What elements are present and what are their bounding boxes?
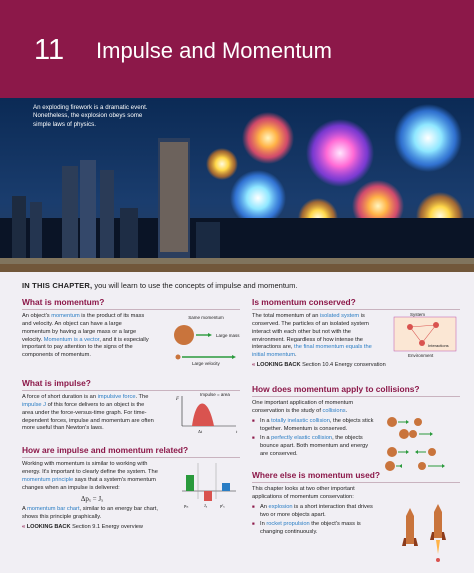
bullet-explosion: ■ An explosion is a short interaction that drives two or more objects apart. [252,504,376,520]
section-heading: How does momentum apply to collisions? [252,384,460,397]
momentum-principle-equation: Δpₓ = Jₓ [80,495,104,504]
fig-label-system: System [410,312,426,317]
fig-label-t: t [236,429,238,434]
momentum-bar-chart [178,461,238,509]
intro-text: you will learn to use the concepts of impulse and momentum. [92,281,298,290]
section-impulse [22,378,240,433]
fig-label-dt: Δt [198,429,203,434]
chapter-title: Impulse and Momentum [96,38,332,63]
fig-label-large-velocity: Large velocity [192,361,220,366]
looking-back-link[interactable]: « LOOKING BACK Section 9.1 Energy overview [22,524,143,531]
fig-label-large-mass: Large mass [216,333,240,338]
impulse-figure [174,390,242,438]
bar-label-pf: pᶠₓ [220,503,225,508]
bullet-rocket: ■ In rocket propulsion the object's mass is changing continuously. [252,521,376,537]
bullet-elastic: ■ In a perfectly elastic collision, the objects bounce apart. Both momentum and energy are conserved. [252,435,376,459]
momentum-figure [172,313,240,367]
section-body-2: A momentum bar chart, similar to an energy bar chart, shows this principle graphically. [22,506,158,521]
section-heading: Is momentum conserved? [252,297,460,310]
bar-label-j: Jₓ [204,503,208,508]
section-conserved [252,297,460,368]
section-body: Working with momentum is similar to working with energy. It's important to clearly define the system. The momentum principle says that a system's momentum changes when an impulse is delivered: [22,461,158,491]
photo-caption: An exploding firework is a dramatic event. Nonetheless, the explosion obeys some simple laws of physics. [33,104,148,128]
section-heading: What is momentum? [22,297,240,310]
section-elsewhere [252,470,460,537]
section-collisions [252,384,460,459]
chapter-header [0,0,474,98]
fig-label-same: Same momentum [188,315,224,320]
section-body: One important application of momentum conservation is the study of collisions. [252,400,354,414]
fig-label-impulse: Impulse = area [200,392,230,397]
chapter-intro [22,281,297,290]
bar-label-pi: pᵢₓ [184,503,189,508]
section-heading: Where else is momentum used? [252,470,460,483]
looking-back-link[interactable]: « LOOKING BACK Section 10.4 Energy conservation [252,362,386,369]
fig-label-environment: Environment [408,353,434,358]
rocket-figure [394,498,458,568]
section-heading: What is impulse? [22,378,240,391]
fig-label-interactions: Interactions [428,343,449,348]
collision-figure [382,414,458,472]
section-body: The total momentum of an isolated system is conserved. The particles of an isolated system interact with each other but not with the environment. Regardless of how intense the interactions are, the final momentum equals the initial momentum. [252,313,372,359]
section-body: An object's momentum is the product of its mass and velocity. An object can have a large momentum by having a large mass or a large velocity. Momentum is a vector, and it is especially important to pay attention to the signs of the components of momentum. [22,313,149,359]
isolated-system-figure [390,311,460,359]
section-body: This chapter looks at two other important applications of momentum conservation: [252,486,355,500]
section-body: A force of short duration is an impulsive force. The impulse J of this force delivers to an object is the area under the force-versus-time graph. For time-dependent forces, impulse and momentum are often more useful than Newton's laws. [22,394,154,432]
chapter-number: 11 [34,34,65,66]
fig-label-force: F [176,397,180,402]
section-momentum [22,297,240,366]
bullet-inelastic: ■ In a totally inelastic collision, the objects stick together. Momentum is conserved. [252,418,376,434]
section-heading: How are impulse and momentum related? [22,445,240,458]
section-related [22,445,240,530]
intro-lead: IN THIS CHAPTER, [22,281,93,290]
